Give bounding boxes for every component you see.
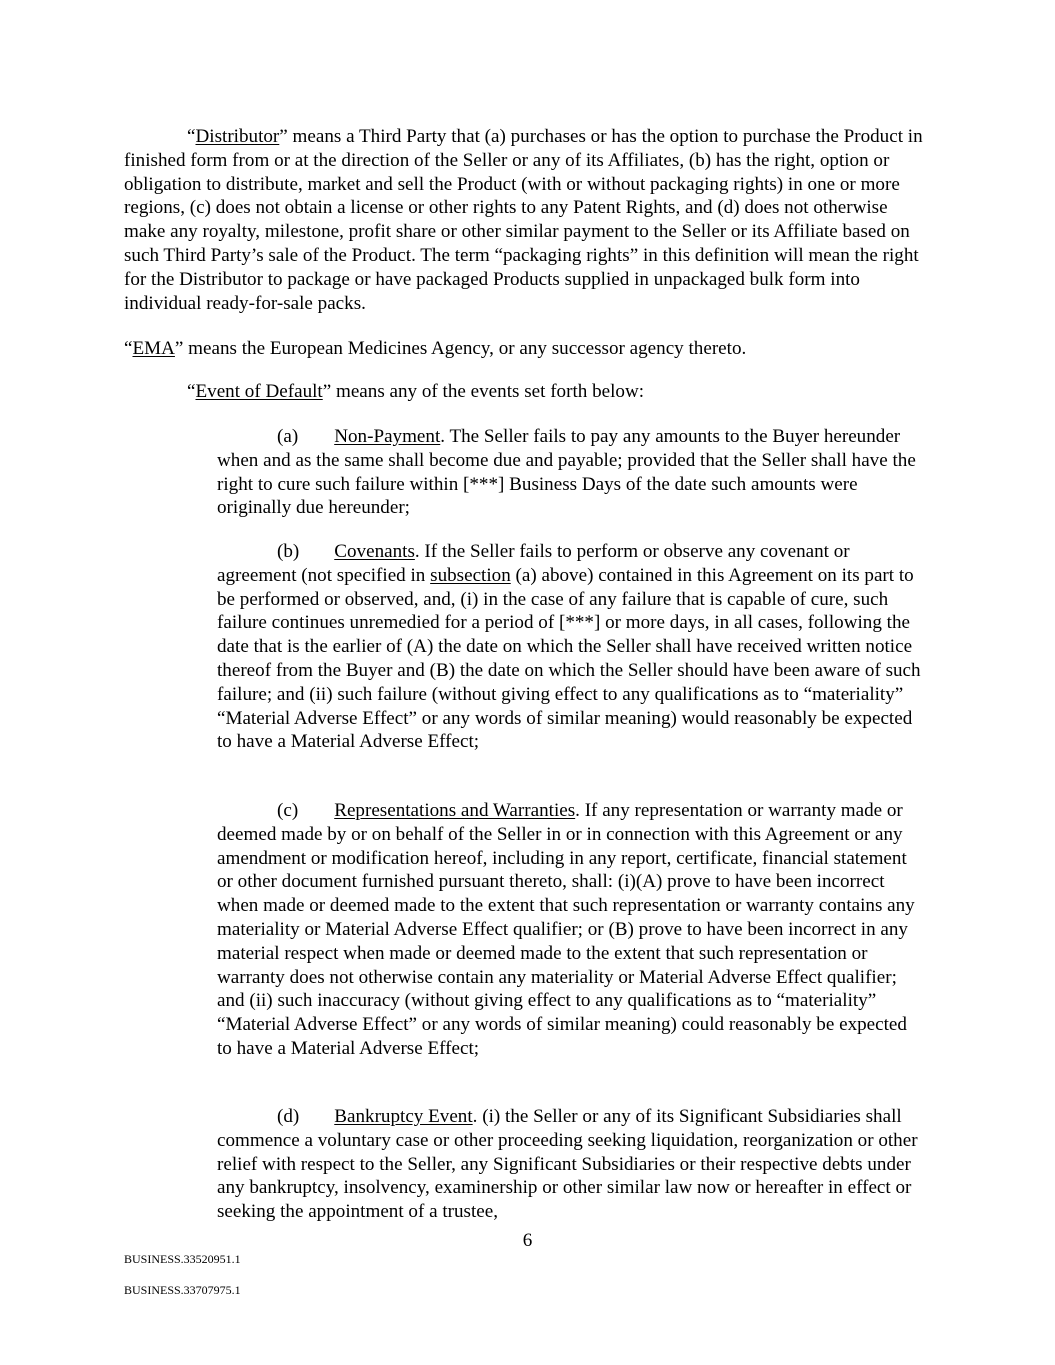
clause-b-label: (b) bbox=[277, 541, 300, 562]
clause-c-text: . If any representation or warranty made or deemed made by or on behalf of the Seller in or in connection with this Agreement or any amendment or modification hereof, including in any report, certificate, financial statement or other document furnished pursuant thereto, shall: (i)(A) prove to have been incorrect when made or deemed made to the extent that such representation or warranty contains any materiality or Material Adverse Effect qualifier; or (B) prove to have been incorrect in any material respect when made or deemed made to the extent that such representation or warranty does not otherwise contain any materiality or Material Adverse Effect qualifier; and (ii) such inaccuracy (without giving effect to any qualifications as to “materiality” “Material Adverse Effect” or any words of similar meaning) could reasonably be expected to have a Material Adverse Effect; bbox=[217, 800, 915, 1059]
definition-ema-text: ” means the European Medicines Agency, or any successor agency thereto. bbox=[174, 338, 747, 359]
clause-b-text-1: . If the Seller fails to perform or observe any covenant or agreement (not specified in bbox=[217, 541, 850, 586]
definition-ema: “EMA” means the European Medicines Agency, or any successor agency thereto. bbox=[124, 338, 747, 359]
footer-doc-id-1: BUSINESS.33520951.1 bbox=[124, 1252, 241, 1266]
clause-d-text: . (i) the Seller or any of its Significant Subsidiaries shall commence a voluntary case or other proceeding seeking liquidation, reorganization or other relief with respect to the Seller, any Significant Subsidiaries or their respective debts under any bankruptcy, insolvency, examinership or other similar law now or hereafter in effect or seeking the appointment of a trustee, bbox=[217, 1106, 918, 1223]
clause-d-label: (d) bbox=[277, 1106, 300, 1127]
clause-c bbox=[217, 799, 925, 1061]
clause-d-heading: Bankruptcy Event bbox=[334, 1106, 473, 1127]
definition-event-of-default-text: ” means any of the events set forth below: bbox=[322, 381, 645, 402]
defined-term-ema: EMA bbox=[132, 338, 175, 359]
clause-a-heading: Non-Payment bbox=[334, 426, 441, 447]
definition-event-of-default: “Event of Default” means any of the events set forth below: bbox=[187, 381, 645, 402]
clause-b-text-2: (a) above) contained in this Agreement on its part to be performed or observed, and, (i) in the case of any failure that is capable of cure, such failure continues unremedied for a period of [***] or more days, in all cases, following the date that is the earlier of (A) the date on which the Seller shall have received written notice thereof from the Buyer and (B) the date on which the Seller should have been aware of such failure; and (ii) such failure (without giving effect to any qualifications as to “materiality” “Material Adverse Effect” or any words of similar meaning) would reasonably be expected to have a Material Adverse Effect; bbox=[217, 564, 921, 753]
defined-term-event-of-default: Event of Default bbox=[195, 381, 323, 402]
clause-a-label: (a) bbox=[277, 426, 299, 447]
clause-a bbox=[217, 425, 925, 520]
clause-c-label: (c) bbox=[277, 800, 299, 821]
clause-a-text: . The Seller fails to pay any amounts to the Buyer hereunder when and as the same shall become due and payable; provided that the Seller shall have the right to cure such failure within [***] Business Days of the date such amounts were originally due hereunder; bbox=[217, 426, 916, 519]
clause-c-heading: Representations and Warranties bbox=[334, 800, 576, 821]
clause-d bbox=[217, 1105, 925, 1224]
clause-b-heading: Covenants bbox=[334, 541, 415, 562]
page-number: 6 bbox=[522, 1230, 533, 1251]
clause-b bbox=[217, 540, 925, 754]
definition-distributor: “Distributor” means a Third Party that (a) purchases or has the option to purchase the Product in finished form from or at the direction of the Seller or any of its Affiliates, (b) has the right, option or obligation to distribute, market and sell the Product (with or without packaging rights) in one or more regions, (c) does not obtain a license or other rights to any Patent Rights, and (d) does not otherwise make any royalty, milestone, profit share or other similar payment to the Seller or its Affiliate based on such Third Party’s sale of the Product. The term “packaging rights” in this definition will mean the right for the Distributor to package or have packaged Products supplied in unpackaged bulk form into individual ready-for-sale packs. bbox=[124, 126, 923, 314]
clause-b-subsection-reference: subsection bbox=[430, 564, 511, 586]
footer-doc-id-2: BUSINESS.33707975.1 bbox=[124, 1283, 241, 1297]
defined-term-distributor: Distributor bbox=[195, 126, 280, 147]
definition-distributor-text: ” means a Third Party that (a) purchases or has the option to purchase the Product in finished form from or at the direction of the Seller or any of its Affiliates, (b) has the right, option or obligation to distribute, market and sell the Product (with or without packaging rights) in one or more regions, (c) does not obtain a license or other rights to any Patent Rights, and (d) does not otherwise make any royalty, milestone, profit share or other similar payment to the Seller or its Affiliate based on such Third Party’s sale of the Product. The term “packaging rights” in this definition will mean the right for the Distributor to package or have packaged Products supplied in unpackaged bulk form into individual ready-for-sale packs. bbox=[124, 126, 923, 314]
